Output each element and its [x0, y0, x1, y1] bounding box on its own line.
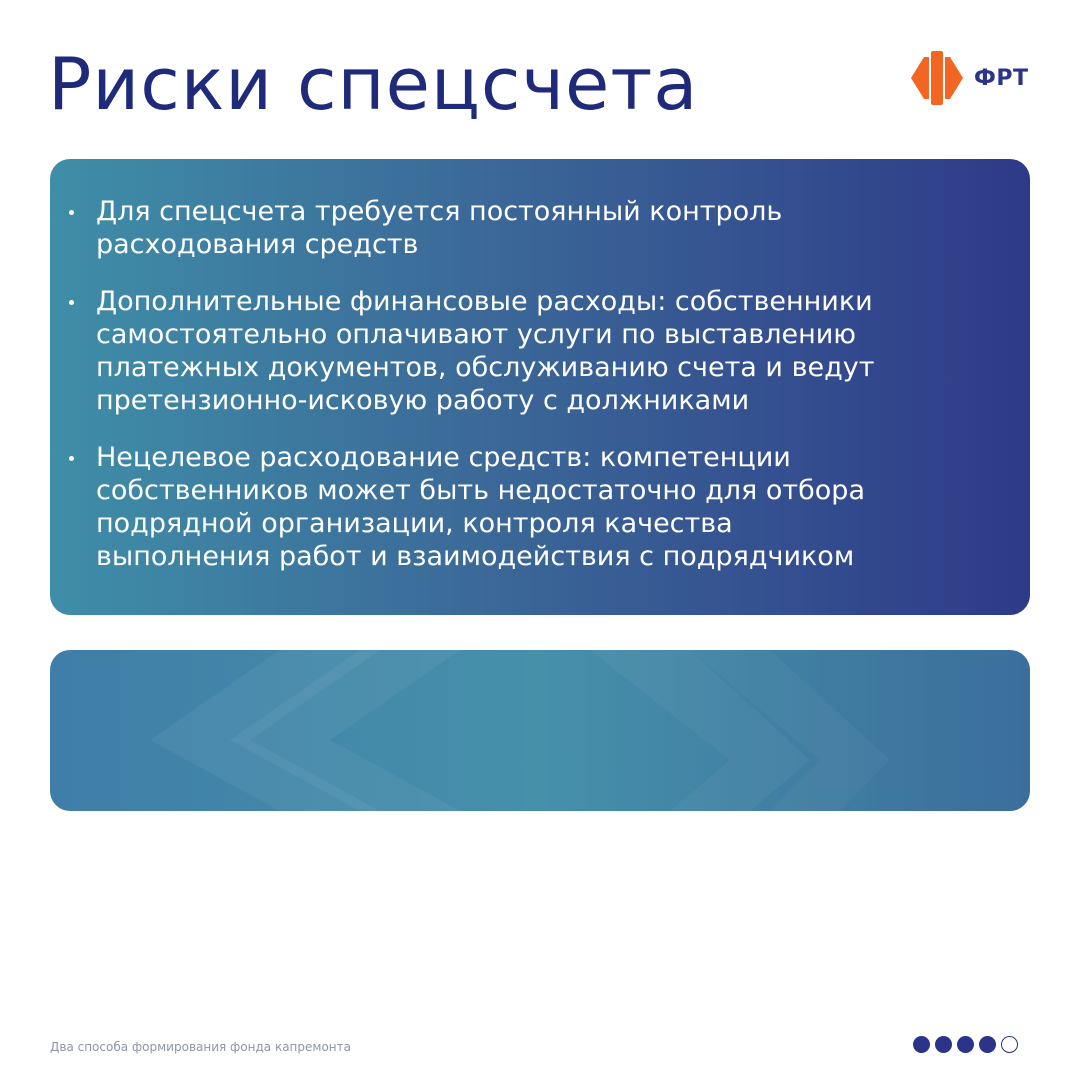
bullet-icon: [69, 210, 74, 215]
risks-list: [50, 195, 1030, 597]
footer-caption: Два способа формирования фонда капремонта: [50, 1040, 351, 1054]
page-dot-filled: [913, 1036, 930, 1053]
list-item: [50, 195, 1030, 261]
list-item: [50, 285, 1030, 417]
bullet-icon: [69, 300, 74, 305]
pagination: [913, 1036, 1018, 1053]
page-title: Риски спецсчета: [48, 42, 699, 126]
brand-logo: [908, 48, 1033, 108]
risks-card: [50, 159, 1030, 615]
bullet-icon: [69, 456, 74, 461]
risk-text: Для спецсчета требуется постоянный контроль расходования средств: [96, 196, 783, 260]
chevron-pattern-icon: [50, 650, 1030, 811]
list-item: [50, 441, 1030, 573]
risk-text: Дополнительные финансовые расходы: собственники самостоятельно оплачивают услуги по выставлению платежных документов, обслуживанию счета и ведут претензионно-исковую работу с должниками: [96, 286, 875, 416]
page-dot-filled: [979, 1036, 996, 1053]
logo-mark-icon: [908, 49, 966, 107]
logo-text: ФРТ: [974, 65, 1029, 91]
decorative-card: [50, 650, 1030, 811]
page-dot-current: [1001, 1036, 1018, 1053]
page-dot-filled: [935, 1036, 952, 1053]
page-dot-filled: [957, 1036, 974, 1053]
risk-text: Нецелевое расходование средств: компетенции собственников может быть недостаточно для отбора подрядной организации, контроля качества выполнения работ и взаимодействия с подрядчиком: [96, 442, 865, 572]
